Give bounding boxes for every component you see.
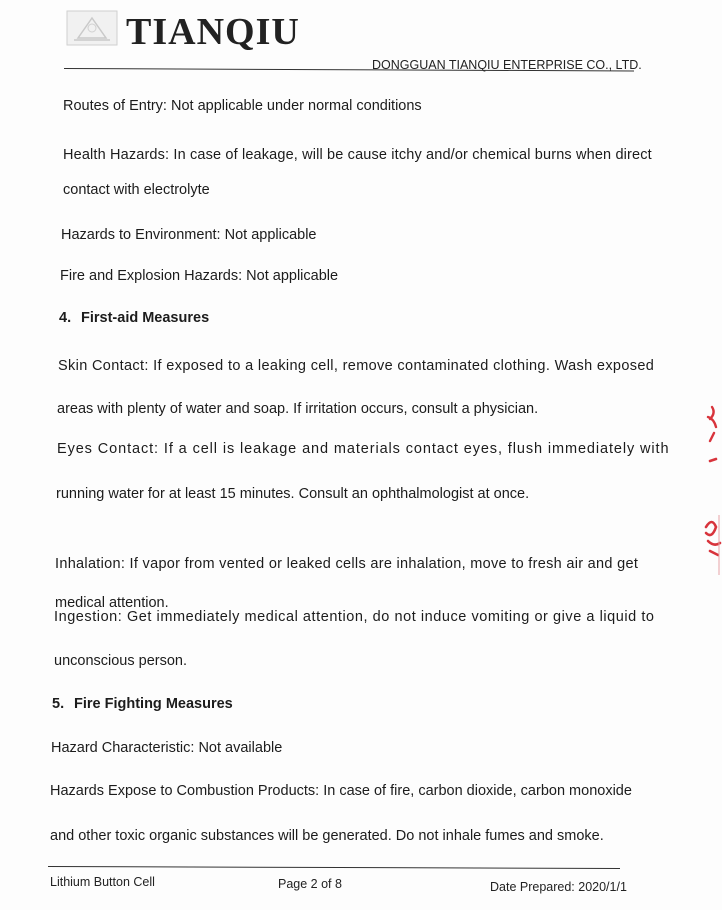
eyes-contact-line1: Eyes Contact: If a cell is leakage and materials contact eyes, flush immediately with (57, 441, 670, 457)
combustion-products-line2: and other toxic organic substances will be generated. Do not inhale fumes and smoke. (50, 828, 604, 844)
company-name: DONGGUAN TIANQIU ENTERPRISE CO., LTD. (372, 58, 642, 72)
section-4-number: 4. (59, 310, 72, 326)
section-5-heading (52, 696, 233, 712)
section-4-heading (59, 310, 209, 326)
red-seal-stamp-icon (698, 395, 722, 595)
combustion-products-line1: Hazards Expose to Combustion Products: In case of fire, carbon dioxide, carbon monoxide (50, 783, 632, 799)
health-hazards-line2: contact with electrolyte (63, 182, 210, 198)
brand-name: TIANQIU (126, 11, 300, 53)
section-5-number: 5. (52, 696, 65, 712)
routes-of-entry: Routes of Entry: Not applicable under normal conditions (63, 98, 422, 114)
footer-page-number: Page 2 of 8 (278, 877, 342, 891)
health-hazards-line1: Health Hazards: In case of leakage, will be cause itchy and/or chemical burns when direct (63, 147, 652, 163)
footer-divider (48, 866, 620, 869)
eyes-contact-line2: running water for at least 15 minutes. Consult an ophthalmologist at once. (56, 486, 530, 502)
skin-contact-line2: areas with plenty of water and soap. If irritation occurs, consult a physician. (57, 401, 539, 417)
footer-product: Lithium Button Cell (50, 875, 155, 889)
section-5-title: Fire Fighting Measures (74, 696, 233, 712)
section-4-title: First-aid Measures (81, 310, 210, 326)
inhalation-line2: medical attention. (55, 595, 169, 611)
ingestion-line2: unconscious person. (54, 653, 187, 669)
inhalation-line1: Inhalation: If vapor from vented or leaked cells are inhalation, move to fresh air and get (55, 556, 639, 572)
hazards-to-environment: Hazards to Environment: Not applicable (61, 227, 317, 243)
skin-contact-line1: Skin Contact: If exposed to a leaking cell, remove contaminated clothing. Wash exposed (58, 358, 655, 374)
ingestion-line1: Ingestion: Get immediately medical attention, do not induce vomiting or give a liquid to (54, 609, 655, 625)
fire-explosion-hazards: Fire and Explosion Hazards: Not applicable (60, 268, 339, 284)
company-logo-icon (66, 8, 118, 48)
hazard-characteristic: Hazard Characteristic: Not available (51, 740, 283, 756)
footer-date: Date Prepared: 2020/1/1 (490, 880, 627, 894)
